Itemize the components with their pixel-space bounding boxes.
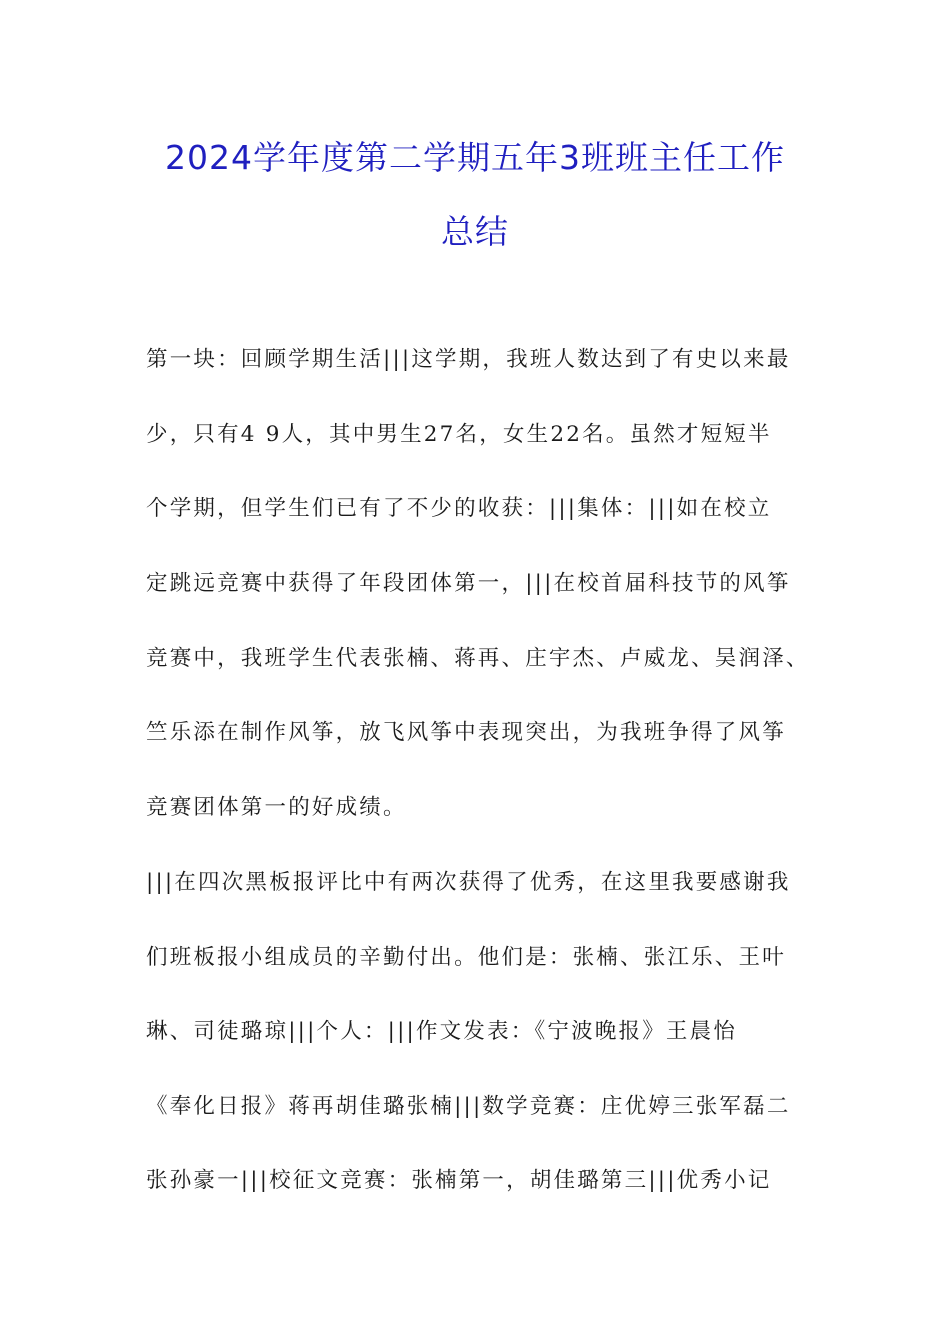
paragraph-line: 竺乐添在制作风筝，放飞风筝中表现突出，为我班争得了风筝 — [146, 720, 786, 745]
paragraph-line: 第一块：回顾学期生活|||这学期，我班人数达到了有史以来最 — [146, 347, 791, 372]
paragraph-line: 竞赛团体第一的好成绩。 — [146, 795, 407, 820]
paragraph-line: 张孙豪一|||校征文竞赛：张楠第一，胡佳璐第三|||优秀小记 — [146, 1168, 772, 1193]
paragraph-line: |||在四次黑板报评比中有两次获得了优秀，在这里我要感谢我 — [146, 870, 791, 895]
paragraph-line: 定跳远竞赛中获得了年段团体第一，|||在校首届科技节的风筝 — [146, 571, 791, 596]
paragraph-line: 竞赛中，我班学生代表张楠、蒋再、庄宇杰、卢威龙、吴润泽、 — [146, 646, 810, 671]
paragraph-line: 《奉化日报》蒋再胡佳璐张楠|||数学竞赛：庄优婷三张军磊二 — [146, 1094, 791, 1119]
paragraph-line: 琳、司徒璐琼|||个人：|||作文发表：《宁波晚报》王晨怡 — [146, 1019, 738, 1044]
paragraph-line: 少，只有4 9人，其中男生27名，女生22名。虽然才短短半 — [146, 422, 772, 447]
document-title-continued: 总结 — [441, 212, 509, 251]
paragraph-line: 们班板报小组成员的辛勤付出。他们是：张楠、张江乐、王叶 — [146, 945, 786, 970]
paragraph-line: 个学期，但学生们已有了不少的收获：|||集体：|||如在校立 — [146, 496, 772, 521]
document-title: 2024学年度第二学期五年3班班主任工作 — [165, 138, 785, 177]
